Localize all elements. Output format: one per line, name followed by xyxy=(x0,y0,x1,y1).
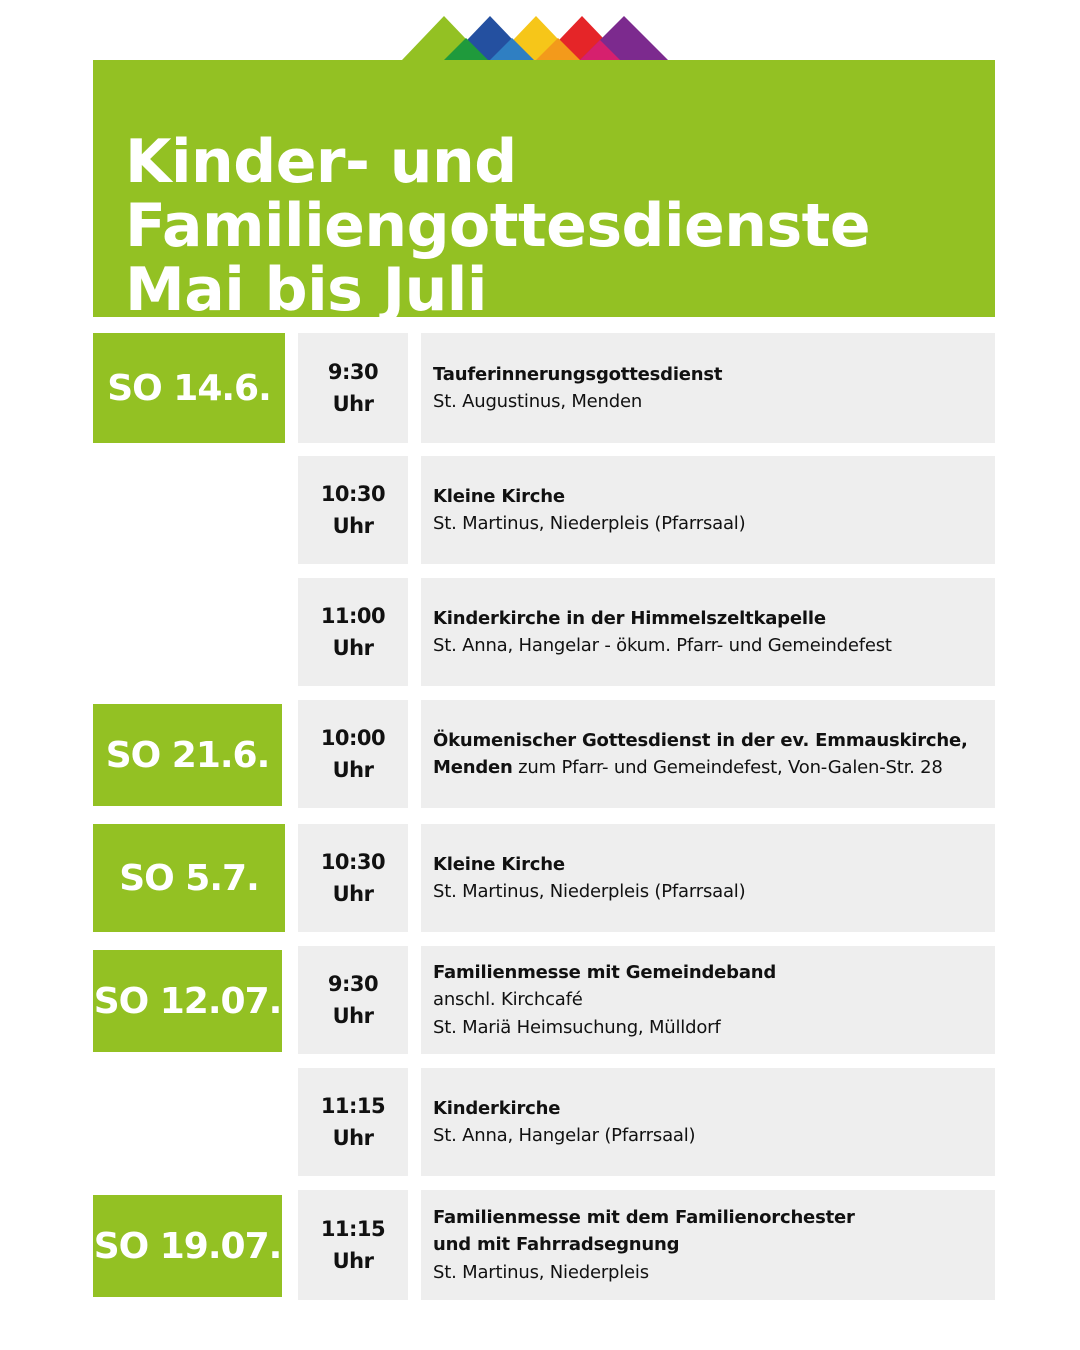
time-unit: Uhr xyxy=(332,882,374,906)
date-badge: SO 12.07. xyxy=(93,950,282,1052)
event-title: Familienmesse mit dem Familienorchester xyxy=(433,1206,855,1228)
time-unit: Uhr xyxy=(332,1126,374,1150)
event-location: St. Martinus, Niederpleis (Pfarrsaal) xyxy=(433,513,746,534)
event-location: St. Augustinus, Menden xyxy=(433,391,643,412)
event-title: Kinderkirche in der Himmelszeltkapelle xyxy=(433,607,826,629)
page-title-line-3: Mai bis Juli xyxy=(125,255,487,325)
time-cell xyxy=(298,1190,408,1300)
event-note: anschl. Kirchcafé xyxy=(433,989,583,1011)
date-badge: SO 5.7. xyxy=(93,824,285,932)
title-banner xyxy=(93,60,995,325)
colorful-mountain-peaks-logo xyxy=(402,14,672,62)
time-cell xyxy=(298,578,408,686)
time-value: 11:15 xyxy=(320,1217,386,1241)
event-description xyxy=(421,333,995,443)
time-value: 9:30 xyxy=(327,972,379,996)
event-location: zum Pfarr- und Gemeindefest, Von-Galen-Str. 28 xyxy=(512,757,943,778)
event-title-continued: Menden xyxy=(433,757,513,778)
event-location: St. Martinus, Niederpleis xyxy=(433,1261,649,1283)
time-value: 10:30 xyxy=(320,850,386,874)
event-description xyxy=(421,456,995,564)
time-value: 10:00 xyxy=(320,726,386,750)
date-badge: SO 19.07. xyxy=(93,1195,282,1297)
time-cell xyxy=(298,456,408,564)
event-location: St. Martinus, Niederpleis (Pfarrsaal) xyxy=(433,881,746,902)
time-cell xyxy=(298,824,408,932)
time-unit: Uhr xyxy=(332,392,374,416)
time-value: 11:00 xyxy=(320,604,386,628)
time-unit: Uhr xyxy=(332,514,374,538)
time-value: 9:30 xyxy=(327,360,379,384)
time-unit: Uhr xyxy=(332,1249,374,1273)
event-title: Kinderkirche xyxy=(433,1097,561,1119)
event-description xyxy=(421,1068,995,1176)
event-description xyxy=(421,824,995,932)
event-location: St. Anna, Hangelar - ökum. Pfarr- und Gemeindefest xyxy=(433,635,892,656)
time-cell xyxy=(298,946,408,1054)
event-details xyxy=(433,754,995,782)
event-description xyxy=(421,946,995,1054)
event-description xyxy=(421,700,995,808)
time-value: 11:15 xyxy=(320,1094,386,1118)
event-title: Kleine Kirche xyxy=(433,853,565,875)
date-badge: SO 21.6. xyxy=(93,704,282,806)
event-title: Kleine Kirche xyxy=(433,485,565,507)
page-title-line-1: Kinder- und xyxy=(125,127,517,197)
page-title-line-2: Familiengottesdienste xyxy=(125,191,871,261)
time-cell xyxy=(298,1068,408,1176)
event-title: Familienmesse mit Gemeindeband xyxy=(433,961,777,983)
time-unit: Uhr xyxy=(332,758,374,782)
event-location: St. Anna, Hangelar (Pfarrsaal) xyxy=(433,1125,696,1146)
event-title-continued: und mit Fahrradsegnung xyxy=(433,1234,680,1256)
time-unit: Uhr xyxy=(332,1004,374,1028)
date-badge: SO 14.6. xyxy=(93,333,285,443)
time-cell xyxy=(298,700,408,808)
event-title: Tauferinnerungsgottesdienst xyxy=(433,363,723,385)
time-unit: Uhr xyxy=(332,636,374,660)
event-location: St. Mariä Heimsuchung, Mülldorf xyxy=(433,1016,721,1038)
event-description xyxy=(421,578,995,686)
event-description xyxy=(421,1190,995,1300)
time-cell xyxy=(298,333,408,443)
event-title: Ökumenischer Gottesdienst in der ev. Emmauskirche, xyxy=(433,729,968,751)
time-value: 10:30 xyxy=(320,482,386,506)
